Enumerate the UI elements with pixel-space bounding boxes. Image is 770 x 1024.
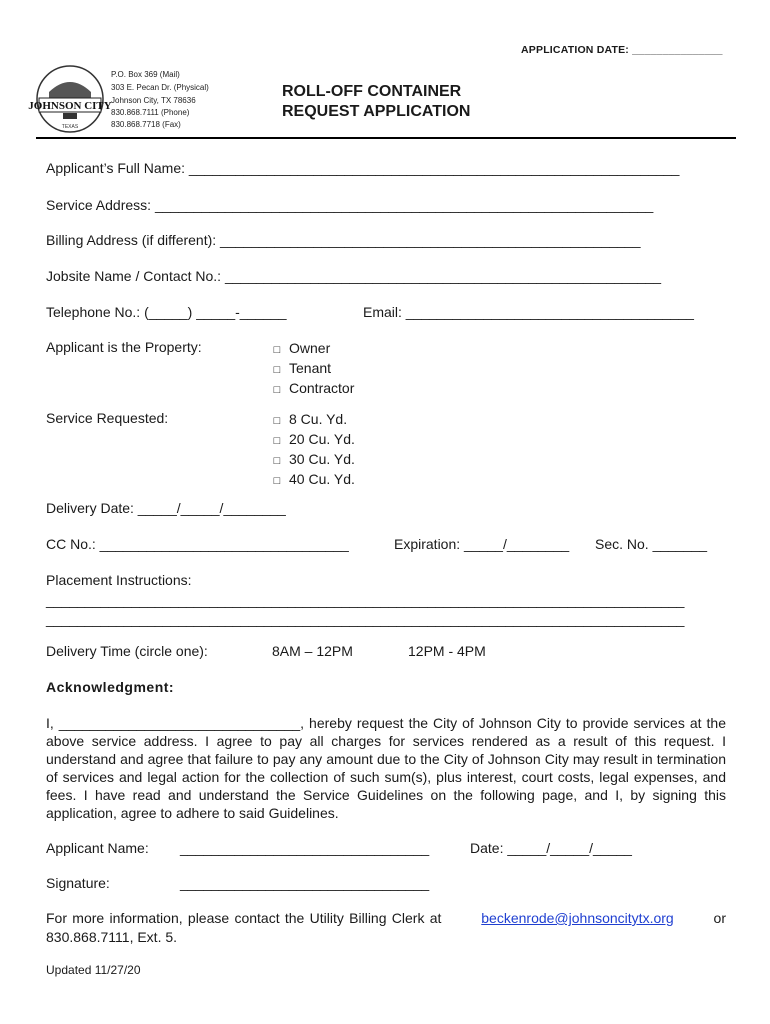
- checkbox-icon[interactable]: □: [273, 344, 281, 356]
- security-number-field[interactable]: Sec. No. _______: [595, 536, 708, 552]
- delivery-time-label: Delivery Time (circle one):: [46, 643, 208, 659]
- property-options: [272, 339, 354, 399]
- option-tenant[interactable]: □ Tenant: [272, 359, 354, 379]
- contact-suffix: or: [713, 910, 726, 926]
- expiration-field[interactable]: Expiration: _____/________: [394, 536, 570, 552]
- option-contractor[interactable]: □ Contractor: [272, 379, 354, 399]
- full-name-field[interactable]: Applicant’s Full Name: _______________________________________________________________: [46, 160, 680, 176]
- address-mail: P.O. Box 369 (Mail): [111, 70, 180, 79]
- application-date: APPLICATION DATE: _______________: [521, 44, 723, 56]
- address-city: Johnson City, TX 78636: [111, 96, 196, 105]
- checkbox-icon[interactable]: □: [273, 475, 281, 487]
- billing-address-field[interactable]: Billing Address (if different): ______________________________________________________: [46, 232, 641, 248]
- option-30-yd[interactable]: □ 30 Cu. Yd.: [272, 450, 355, 470]
- address-phone: 830.868.7111 (Phone): [111, 108, 190, 117]
- placement-line-2[interactable]: __________________________________________________________________________________: [46, 611, 685, 627]
- property-label: Applicant is the Property:: [46, 339, 202, 355]
- acknowledgment-text: I, _______________________________, hereby request the City of Johnson City to provide services at the above service address. I agree to pay all charges for services rendered as a result of this request. I understand and agree that failure to pay any amount due to the City of Johnson City may result in termination of services and legal action for the collection of such sum(s), plus interest, court costs, legal expenses, and fees. I have read and understand the Service Guidelines on the following page, and I, by signing this application, agree to adhere to said Guidelines.: [46, 715, 726, 821]
- delivery-date-field[interactable]: Delivery Date: _____/_____/________: [46, 500, 286, 516]
- service-options: [272, 410, 355, 490]
- contact-prefix: For more information, please contact the Utility Billing Clerk at: [46, 910, 442, 926]
- date-field[interactable]: Date: _____/_____/_____: [470, 840, 632, 856]
- svg-text:JOHNSON CITY: JOHNSON CITY: [28, 100, 112, 112]
- cc-number-field[interactable]: CC No.: ________________________________: [46, 536, 349, 552]
- time-option-morning[interactable]: 8AM – 12PM: [272, 643, 353, 659]
- option-20-yd[interactable]: □ 20 Cu. Yd.: [272, 430, 355, 450]
- signature-line[interactable]: ________________________________: [180, 875, 430, 891]
- checkbox-icon[interactable]: □: [273, 384, 281, 396]
- header-divider: [36, 137, 736, 139]
- service-address-field[interactable]: Service Address: ________________________________________________________________: [46, 197, 654, 213]
- city-seal-logo: [28, 62, 112, 136]
- updated-date: Updated 11/27/20: [46, 963, 141, 977]
- option-40-yd[interactable]: □ 40 Cu. Yd.: [272, 470, 355, 490]
- contact-phone: 830.868.7111, Ext. 5.: [46, 929, 178, 945]
- checkbox-icon[interactable]: □: [273, 435, 281, 447]
- checkbox-icon[interactable]: □: [273, 455, 281, 467]
- checkbox-icon[interactable]: □: [273, 415, 281, 427]
- placement-label: Placement Instructions:: [46, 572, 192, 588]
- page-title-line1: ROLL-OFF CONTAINER: [282, 83, 462, 100]
- svg-text:TEXAS: TEXAS: [61, 124, 79, 130]
- time-option-afternoon[interactable]: 12PM - 4PM: [408, 643, 486, 659]
- service-label: Service Requested:: [46, 410, 169, 426]
- jobsite-field[interactable]: Jobsite Name / Contact No.: ________________________________________________________: [46, 268, 661, 284]
- signature-label: Signature:: [46, 875, 110, 891]
- checkbox-icon[interactable]: □: [273, 364, 281, 376]
- acknowledgment-heading: Acknowledgment:: [46, 679, 175, 695]
- applicant-name-line[interactable]: ________________________________: [180, 840, 430, 856]
- contact-info: [46, 910, 726, 926]
- page-title-line2: REQUEST APPLICATION: [282, 103, 471, 120]
- applicant-name-label: Applicant Name:: [46, 840, 149, 856]
- address-physical: 303 E. Pecan Dr. (Physical): [111, 83, 209, 92]
- address-fax: 830.868.7718 (Fax): [111, 120, 181, 129]
- clerk-email-link[interactable]: beckenrode@johnsoncitytx.org: [481, 910, 674, 926]
- option-owner[interactable]: □ Owner: [272, 339, 354, 359]
- telephone-field[interactable]: Telephone No.: (_____) _____-______: [46, 304, 287, 320]
- option-8-yd[interactable]: □ 8 Cu. Yd.: [272, 410, 355, 430]
- placement-line-1[interactable]: __________________________________________________________________________________: [46, 592, 685, 608]
- email-field[interactable]: Email: _____________________________________: [363, 304, 694, 320]
